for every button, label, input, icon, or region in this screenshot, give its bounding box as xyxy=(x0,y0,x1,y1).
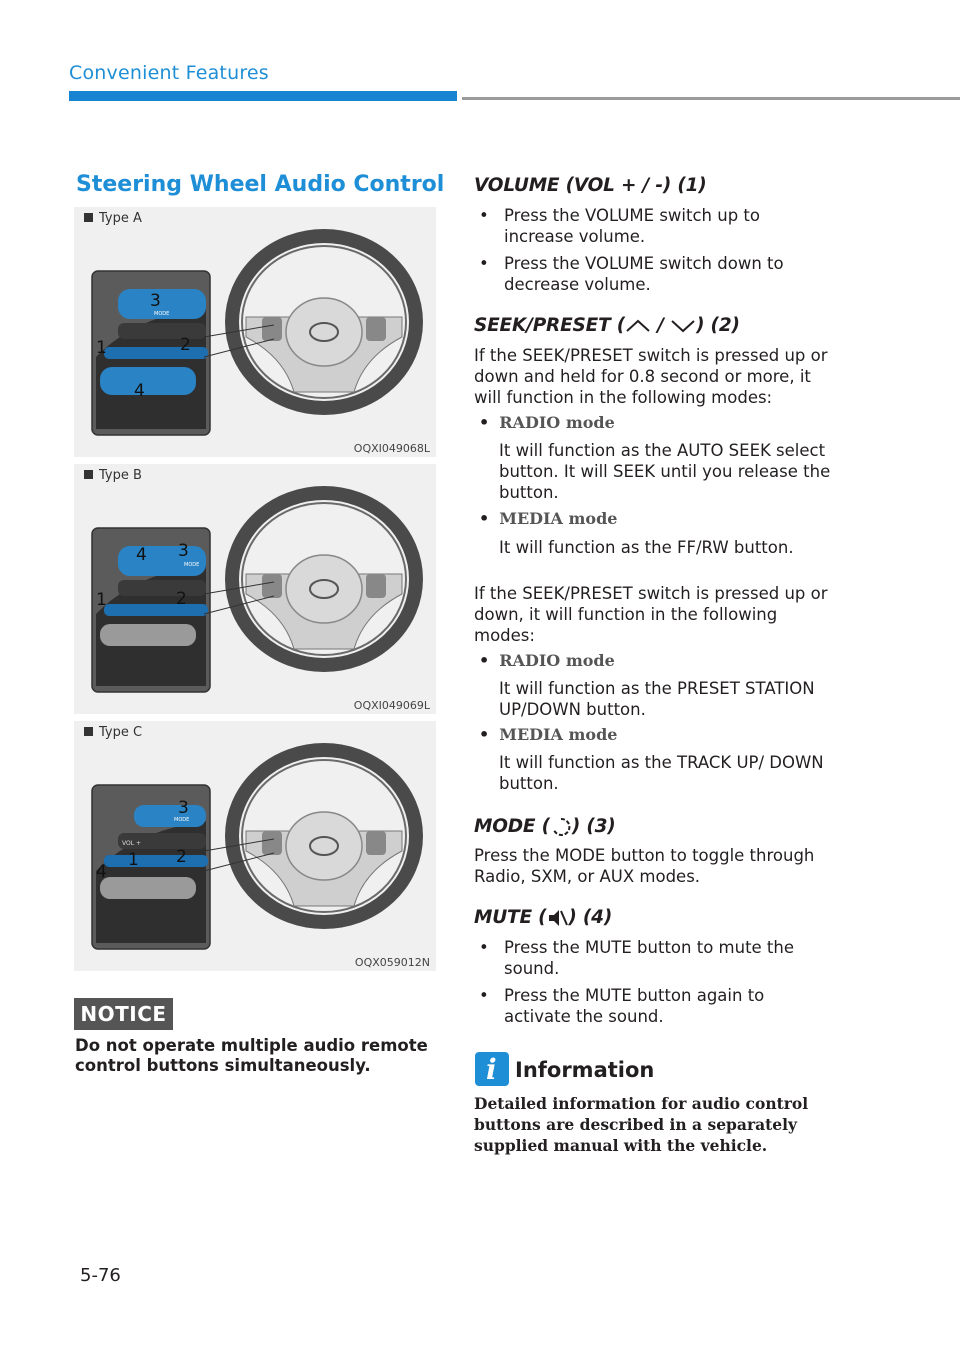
steering-wheel xyxy=(204,236,416,408)
callout-3: 3 xyxy=(178,541,189,561)
figure-code: OQX059012N xyxy=(354,956,430,969)
callout-2: 2 xyxy=(176,847,187,867)
mode-description: It will function as the TRACK UP/ DOWN button. xyxy=(499,753,824,793)
mute-icon xyxy=(546,907,568,929)
mode-name: • RADIO mode xyxy=(479,651,615,670)
seek-paragraph-1: If the SEEK/PRESET switch is pressed up or down and held for 0.8 second or more, it will function in the following modes: xyxy=(474,346,828,407)
header-bar-gray xyxy=(462,97,960,100)
button-panel-inset xyxy=(92,528,210,692)
mode-name: • MEDIA mode xyxy=(479,509,618,528)
mode-text: Press the MODE button to toggle through Radio, SXM, or AUX modes. xyxy=(474,846,815,886)
seek-paragraph-2: If the SEEK/PRESET switch is pressed up or down, it will function in the following modes: xyxy=(474,584,828,645)
page-number: 5-76 xyxy=(80,1265,121,1286)
figure-type-label: Type B xyxy=(84,468,142,483)
square-bullet-icon xyxy=(84,727,93,736)
information-title: Information xyxy=(515,1058,655,1082)
callout-3: 3 xyxy=(178,798,189,818)
mode-description: It will function as the FF/RW button. xyxy=(499,538,794,557)
steering-wheel-illustration xyxy=(74,721,436,971)
list-item: • Press the VOLUME switch up to increase volume. xyxy=(479,206,760,246)
mode-name: • RADIO mode xyxy=(479,413,615,432)
figure-type-b xyxy=(74,464,436,714)
steering-wheel-illustration xyxy=(74,207,436,457)
steering-wheel xyxy=(204,493,416,665)
section-title: Steering Wheel Audio Control xyxy=(76,172,445,197)
info-icon: i xyxy=(475,1052,509,1086)
callout-4: 4 xyxy=(96,862,107,882)
mute-heading: MUTE ( ) (4) xyxy=(474,907,613,928)
volume-heading: VOLUME (VOL + / -) (1) xyxy=(474,175,707,196)
callout-3: 3 xyxy=(150,291,161,311)
chapter-title: Convenient Features xyxy=(69,62,269,84)
list-item: • Press the VOLUME switch down to decrease volume. xyxy=(479,254,784,294)
vol-label: VOL + xyxy=(122,840,141,847)
mode-cycle-icon xyxy=(550,816,572,838)
mode-label: MODE xyxy=(174,817,190,823)
steering-wheel-illustration xyxy=(74,464,436,714)
steering-wheel xyxy=(204,750,416,922)
figure-type-a xyxy=(74,207,436,457)
callout-4: 4 xyxy=(134,381,145,401)
mode-name: • MEDIA mode xyxy=(479,725,618,744)
information-text: Detailed information for audio control buttons are described in a separately supplied manual with the vehicle. xyxy=(474,1094,809,1155)
callout-1: 1 xyxy=(96,590,107,610)
seek-heading: SEEK/PRESET ( / ) (2) xyxy=(474,315,740,336)
figure-type-c xyxy=(74,721,436,971)
square-bullet-icon xyxy=(84,470,93,479)
mode-heading: MODE ( ) (3) xyxy=(474,816,616,837)
header-bar-blue xyxy=(69,91,457,101)
chevron-up-icon xyxy=(625,319,651,333)
notice-text: Do not operate multiple audio remote control buttons simultaneously. xyxy=(75,1036,428,1075)
callout-1: 1 xyxy=(96,338,107,358)
list-item: • Press the MUTE button again to activate the sound. xyxy=(479,986,765,1026)
callout-1: 1 xyxy=(128,850,139,870)
mode-description: It will function as the AUTO SEEK select button. It will SEEK until you release the button. xyxy=(499,441,831,502)
button-panel-inset xyxy=(92,785,210,949)
figure-code: OQXI049069L xyxy=(353,699,430,712)
list-item: • Press the MUTE button to mute the sound. xyxy=(479,938,795,978)
mode-label: MODE xyxy=(184,562,200,568)
figure-type-label: Type C xyxy=(84,725,142,740)
square-bullet-icon xyxy=(84,213,93,222)
mode-label: MODE xyxy=(154,311,170,317)
callout-2: 2 xyxy=(176,589,187,609)
notice-badge: NOTICE xyxy=(74,998,173,1030)
figure-code: OQXI049068L xyxy=(353,442,430,455)
chevron-down-icon xyxy=(670,319,696,333)
mode-description: It will function as the PRESET STATION UP/DOWN button. xyxy=(499,679,815,719)
callout-2: 2 xyxy=(180,335,191,355)
callout-4: 4 xyxy=(136,545,147,565)
figure-type-label: Type A xyxy=(84,211,142,226)
